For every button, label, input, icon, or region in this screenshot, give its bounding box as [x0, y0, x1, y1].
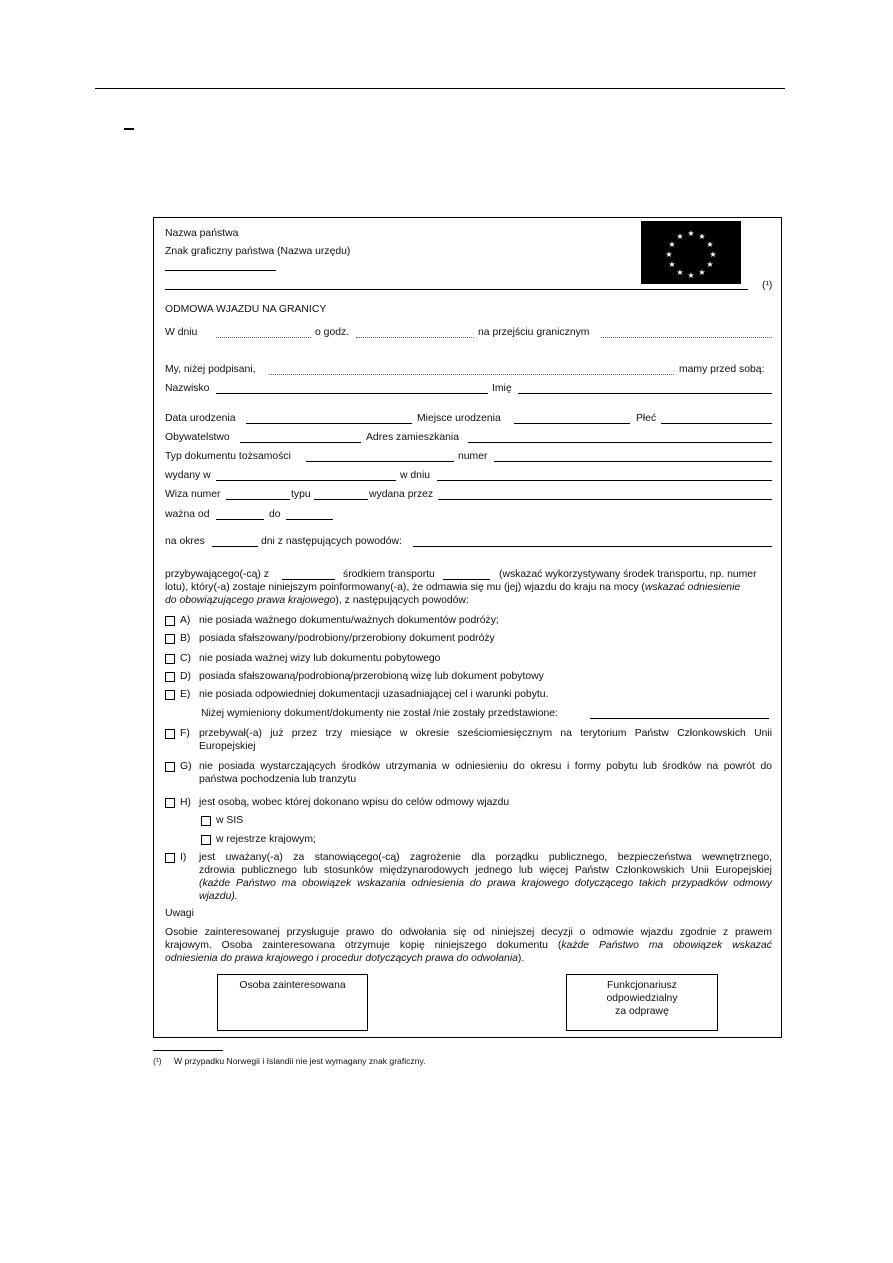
sex-label: Płeć — [636, 413, 657, 424]
checkbox-reason-i[interactable] — [165, 853, 175, 863]
appeal-text: odniesienia do prawa krajowego i procedur dotyczących prawa do odwołania). — [165, 953, 525, 964]
star-icon: ★ — [698, 268, 706, 277]
reason-text-cont: (każde Państwo ma obowiązek wskazania odniesienia do prawa krajowego dotyczącego takich przypadków odmowy — [199, 878, 772, 889]
checkbox-reason-f[interactable] — [165, 729, 175, 739]
name-field[interactable] — [518, 393, 772, 394]
issued-on-field[interactable] — [437, 480, 772, 481]
issued-in-label: wydany w — [165, 470, 211, 481]
doc-number-field[interactable] — [494, 461, 772, 462]
valid-from-field[interactable] — [216, 519, 264, 520]
state-name-label: Nazwa państwa — [165, 228, 239, 239]
star-icon: ★ — [676, 232, 684, 241]
visa-number-label: Wiza numer — [165, 489, 221, 500]
transport-line2: lotu), który(-a) zostaje niniejszym poinformowany(-a), że odmawia się mu (jej) wjazdu do kraju na mocy (wskazać odniesienie — [165, 582, 741, 593]
reason-text-cont: Europejskiej — [199, 741, 256, 752]
eu-flag-icon — [641, 221, 741, 284]
visa-type-label: typu — [291, 489, 311, 500]
crossing-label: na przejściu granicznym — [478, 327, 590, 338]
arriving-from-field[interactable] — [282, 579, 335, 580]
reason-text: nie posiada ważnego dokumentu/ważnych dokumentów podróży; — [199, 615, 499, 626]
star-icon: ★ — [709, 250, 717, 259]
issued-in-field[interactable] — [216, 480, 396, 481]
star-icon: ★ — [687, 271, 695, 280]
appeal-text: krajowym. Osoba zainteresowana otrzymuje kopię niniejszego dokumentu (każde Państwo ma obowiązek wskazać — [165, 940, 772, 951]
officer-label: za odprawę — [615, 1006, 669, 1017]
surname-label: Nazwisko — [165, 383, 210, 394]
issued-on-label: w dniu — [400, 470, 431, 481]
reason-letter: H) — [180, 797, 191, 808]
birthplace-label: Miejsce urodzenia — [417, 413, 501, 424]
visa-issuer-field[interactable] — [438, 499, 772, 500]
days-reasons-label: dni z następujących powodów: — [261, 536, 402, 547]
birthdate-field[interactable] — [246, 423, 412, 424]
reason-letter: D) — [180, 671, 191, 682]
reason-text-cont: wjazdu). — [199, 891, 238, 902]
star-icon: ★ — [665, 250, 673, 259]
reason-letter: E) — [180, 689, 191, 700]
undersigned-label: My, niżej podpisani, — [165, 364, 256, 375]
checkbox-national-register[interactable] — [201, 835, 211, 845]
national-register-label: w rejestrze krajowym; — [216, 834, 316, 845]
signature-box-officer[interactable] — [566, 974, 718, 1031]
reason-text: jest uważany(-a) za stanowiącego(-cą) zagrożenie dla porządku publicznego, bezpieczeństwa wewnętrznego, — [199, 852, 772, 863]
star-icon: ★ — [676, 268, 684, 277]
address-label: Adres zamieszkania — [366, 432, 459, 443]
undersigned-field[interactable] — [269, 374, 674, 375]
checkbox-reason-c[interactable] — [165, 654, 175, 664]
reason-letter: I) — [180, 852, 187, 863]
arriving-from-label: przybywającego(-cą) z — [165, 569, 269, 580]
reason-text: nie posiada ważnej wizy lub dokumentu pobytowego — [199, 653, 441, 664]
reason-letter: G) — [180, 761, 192, 772]
officer-label: odpowiedzialny — [606, 993, 678, 1004]
footnote-mark: (¹) — [153, 1056, 162, 1066]
form-frame — [153, 217, 782, 1038]
checkbox-sis[interactable] — [201, 816, 211, 826]
checkbox-reason-g[interactable] — [165, 762, 175, 772]
star-icon: ★ — [698, 232, 706, 241]
transport-note: (wskazać wykorzystywany środek transportu, np. numer — [499, 569, 757, 580]
missing-docs-field[interactable] — [590, 718, 769, 719]
period-label: na okres — [165, 536, 205, 547]
reason-text-cont: zdrowia publicznego lub stosunków międzynarodowych jednego lub więcej Państw Członkowskich Unii Europejskiej — [199, 865, 772, 876]
footnote-text: W przypadku Norwegii i Islandii nie jest wymagany znak graficzny. — [174, 1056, 426, 1066]
top-rule — [95, 88, 785, 89]
birthplace-field[interactable] — [514, 423, 630, 424]
star-icon: ★ — [668, 240, 676, 249]
birthdate-label: Data urodzenia — [165, 413, 236, 424]
reason-letter: A) — [180, 615, 191, 626]
name-label: Imię — [492, 383, 512, 394]
signature-box-person[interactable] — [217, 974, 368, 1031]
date-field[interactable] — [216, 337, 311, 338]
crossing-field[interactable] — [601, 337, 772, 338]
reason-text: przebywał(-a) już przez trzy miesiące w okresie sześciomiesięcznym na terytorium Państw Członkowskich Unii — [199, 728, 772, 739]
reason-letter: C) — [180, 653, 191, 664]
visa-issuer-label: wydana przez — [369, 489, 434, 500]
state-logo-label: Znak graficzny państwa (Nazwa urzędu) — [165, 246, 351, 257]
form-title: ODMOWA WJAZDU NA GRANICY — [165, 304, 327, 315]
visa-number-field[interactable] — [226, 499, 290, 500]
page-dash-mark — [124, 128, 134, 130]
remarks-label: Uwagi — [165, 908, 194, 919]
footnote-rule — [153, 1050, 223, 1051]
visa-type-field[interactable] — [314, 499, 368, 500]
w-dniu-label: W dniu — [165, 327, 198, 338]
period-field[interactable] — [212, 546, 258, 547]
missing-docs-label: Niżej wymieniony dokument/dokumenty nie został /nie zostały przedstawione: — [201, 708, 558, 719]
valid-from-label: ważna od — [165, 509, 210, 520]
star-icon: ★ — [706, 260, 714, 269]
doc-type-field[interactable] — [306, 461, 454, 462]
time-field[interactable] — [356, 337, 474, 338]
mamy-label: mamy przed sobą: — [679, 364, 765, 375]
star-icon: ★ — [706, 240, 714, 249]
appeal-text: Osobie zainteresowanej przysługuje prawo do odwołania się od niniejszej decyzji o odmowie wjazdu zgodnie z prawem — [165, 927, 772, 938]
surname-field[interactable] — [216, 393, 488, 394]
valid-to-label: do — [269, 509, 281, 520]
sex-field[interactable] — [661, 423, 772, 424]
citizenship-field[interactable] — [240, 442, 361, 443]
doc-number-label: numer — [458, 451, 488, 462]
valid-to-field[interactable] — [286, 519, 333, 520]
header-line — [165, 289, 748, 290]
reason-text-cont: państwa pochodzenia lub tranzytu — [199, 774, 357, 785]
reason-text: posiada sfałszowany/podrobiony/przerobiony dokument podróży — [199, 633, 495, 644]
office-line — [165, 270, 276, 271]
checkbox-reason-e[interactable] — [165, 690, 175, 700]
o-godz-label: o godz. — [315, 327, 350, 338]
reason-text: nie posiada odpowiedniej dokumentacji uzasadniającej cel i warunki pobytu. — [199, 689, 549, 700]
officer-label: Funkcjonariusz — [607, 980, 677, 991]
transport-line3: do obowiązującego prawa krajowego), z następujących powodów: — [165, 595, 469, 606]
days-reasons-field[interactable] — [413, 546, 772, 547]
transport-field[interactable] — [443, 579, 490, 580]
star-icon: ★ — [668, 260, 676, 269]
reason-letter: F) — [180, 728, 190, 739]
reason-text: jest osobą, wobec której dokonano wpisu do celów odmowy wjazdu — [199, 797, 510, 808]
transport-label: środkiem transportu — [343, 569, 435, 580]
checkbox-reason-b[interactable] — [165, 634, 175, 644]
star-icon: ★ — [687, 229, 695, 238]
reason-text: nie posiada wystarczających środków utrzymania w odniesieniu do okresu i formy pobytu lub środków na powrót do — [199, 761, 772, 772]
signature-person-label: Osoba zainteresowana — [239, 980, 346, 991]
address-field[interactable] — [468, 442, 772, 443]
checkbox-reason-h[interactable] — [165, 798, 175, 808]
checkbox-reason-d[interactable] — [165, 672, 175, 682]
reason-letter: B) — [180, 633, 191, 644]
reason-text: posiada sfałszowaną/podrobioną/przerobioną wizę lub dokument pobytowy — [199, 671, 544, 682]
citizenship-label: Obywatelstwo — [165, 432, 230, 443]
checkbox-reason-a[interactable] — [165, 616, 175, 626]
doc-type-label: Typ dokumentu tożsamości — [165, 451, 291, 462]
footnote-ref: (¹) — [762, 280, 773, 291]
sis-label: w SIS — [216, 815, 244, 826]
